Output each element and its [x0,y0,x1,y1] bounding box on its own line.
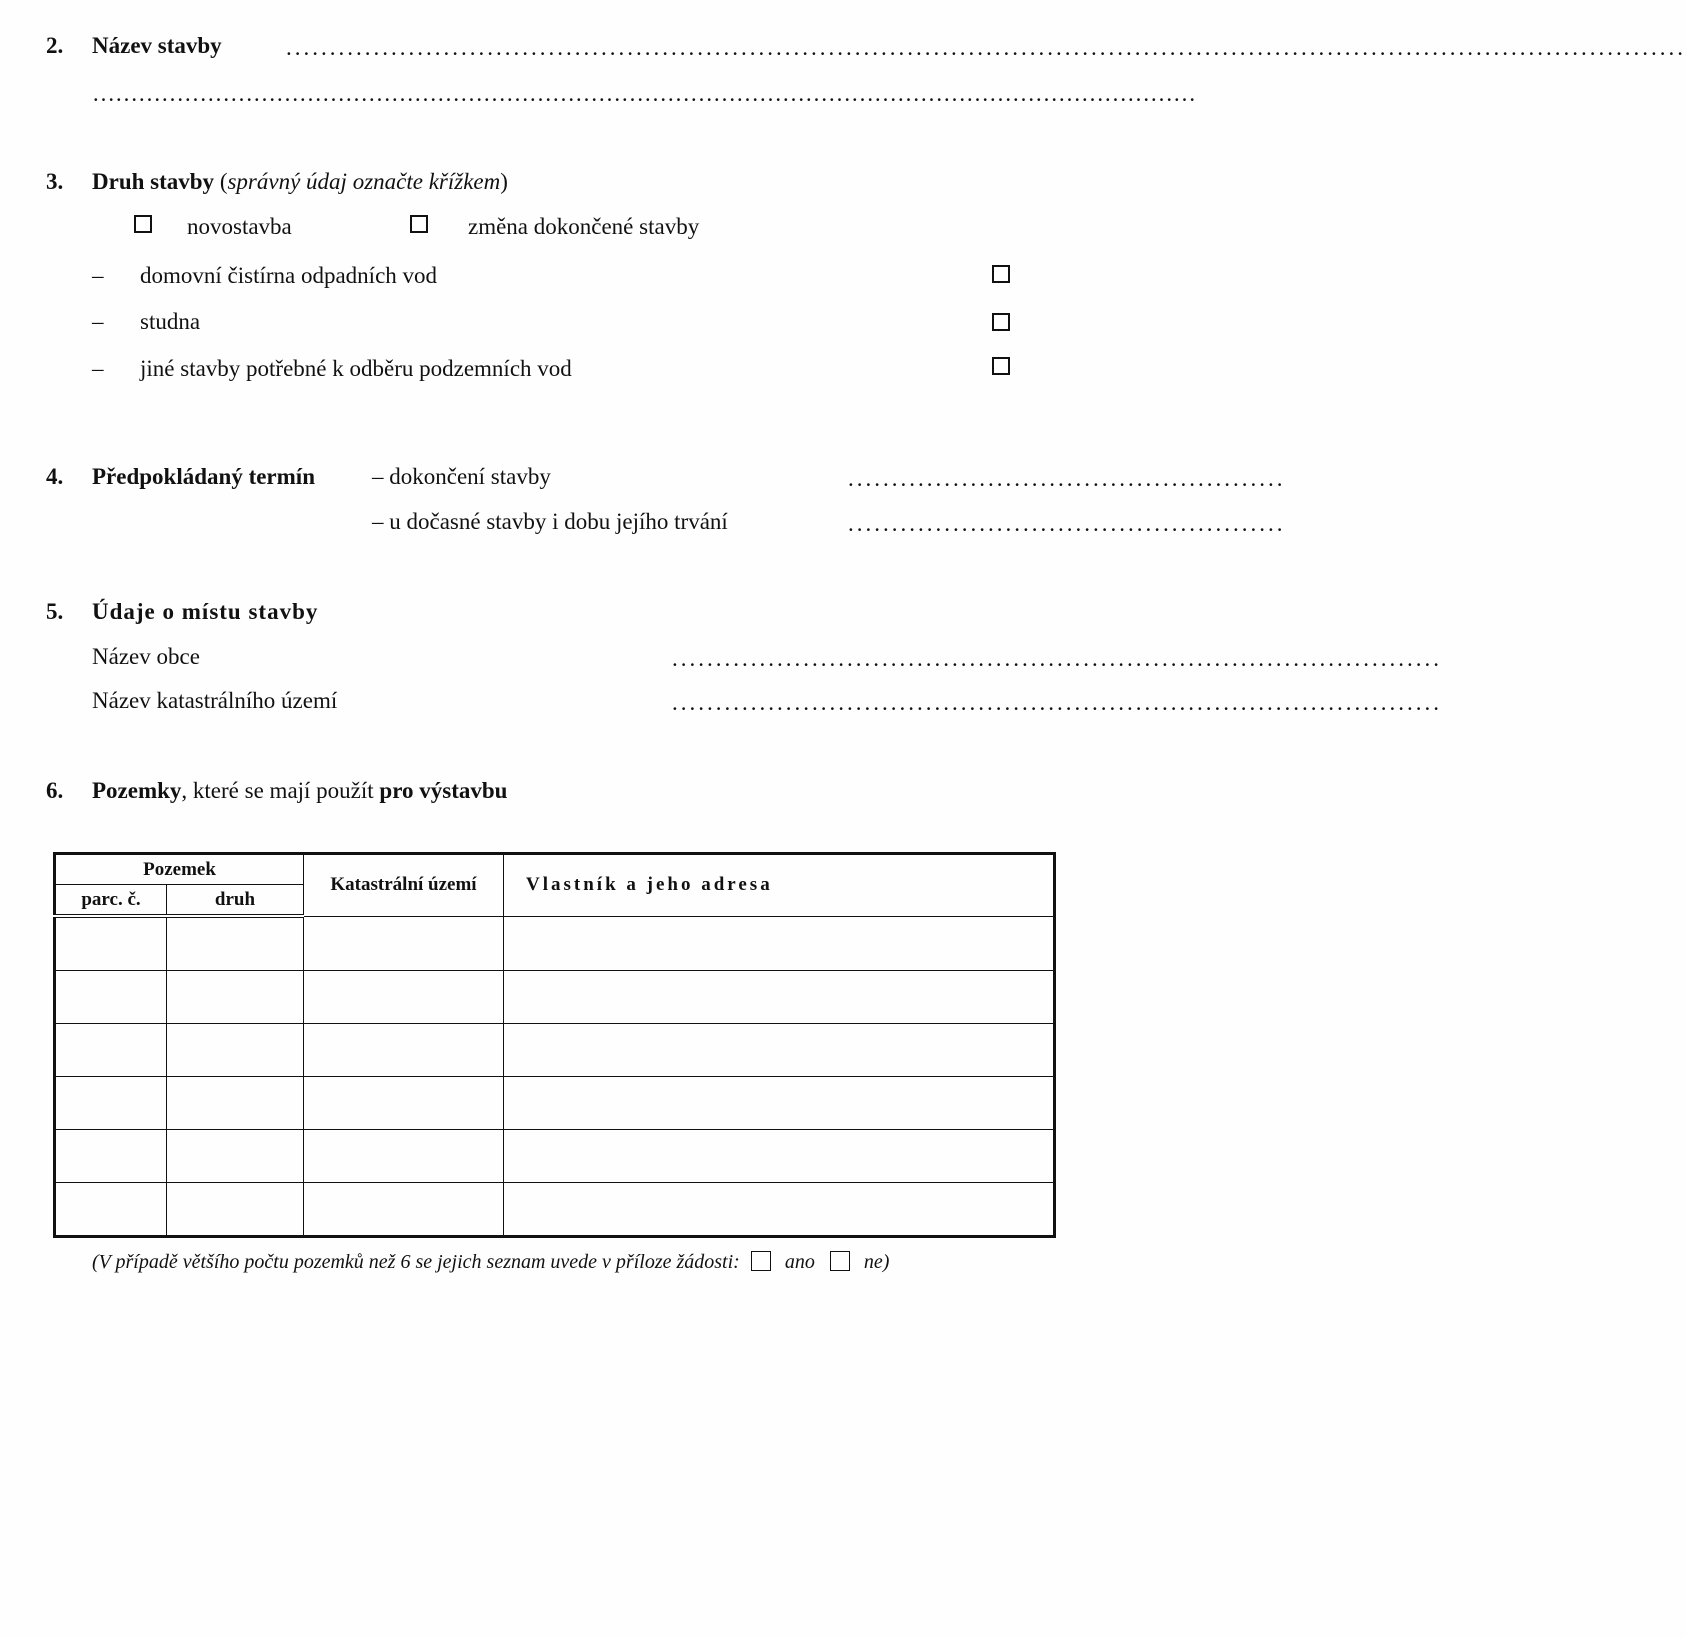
header-vlastnik: Vlastník a jeho adresa [504,854,1055,917]
cell-parc[interactable] [55,1130,167,1183]
cell-kat[interactable] [304,1130,504,1183]
parcels-note [92,1251,889,1272]
municipality-dotted-line[interactable]: ........................................................................................ [672,646,1442,671]
note-ano-label: ano [784,1251,815,1273]
parcels-note-text: (V případě většího počtu pozemků než 6 se jejich seznam uvede v příloze žádosti: [92,1251,740,1273]
cell-druh[interactable] [167,1130,304,1183]
list-dash: – [92,309,104,334]
list-dash: – [92,263,104,288]
cell-parc[interactable] [55,916,167,971]
cell-kat[interactable] [304,1077,504,1130]
header-druh: druh [167,885,304,917]
cell-parc[interactable] [55,1077,167,1130]
table-row [55,1024,1055,1077]
checkbox-studna[interactable] [992,313,1010,331]
header-katastralni-uzemi: Katastrální území [304,854,504,917]
section-5-title: Údaje o místu stavby [92,599,319,624]
section-4-title: Předpokládaný termín [92,464,315,489]
cell-kat[interactable] [304,971,504,1024]
cell-druh[interactable] [167,916,304,971]
cadastral-area-dotted-line[interactable]: ........................................................................................ [672,690,1442,715]
section-3-title: Druh stavby [92,169,215,194]
section-6-title-bold-1: Pozemky [92,778,182,803]
option-jine-stavby-label: jiné stavby potřebné k odběru podzemních vod [140,356,572,381]
table-row [55,1183,1055,1237]
section-4-number: 4. [46,464,64,489]
temporary-duration-label: – u dočasné stavby i dobu jejího trvání [372,509,728,534]
checkbox-note-ne[interactable] [830,1251,850,1271]
section-2-number: 2. [46,33,64,58]
hint-close-paren: ) [500,169,508,194]
cell-owner[interactable] [504,1130,1055,1183]
option-zmena-stavby-label: změna dokončené stavby [468,214,700,239]
cell-parc[interactable] [55,971,167,1024]
table-row [55,916,1055,971]
section-3-hint: správný údaj označte křížkem [227,169,501,194]
temporary-duration-dotted-line[interactable]: .................................................. [848,511,1286,536]
option-studna-label: studna [140,309,201,334]
section-3-heading [92,170,508,193]
checkbox-jine-stavby[interactable] [992,357,1010,375]
cell-kat[interactable] [304,1024,504,1077]
cell-owner[interactable] [504,1183,1055,1237]
cell-owner[interactable] [504,916,1055,971]
list-dash: – [92,356,104,381]
section-5-number: 5. [46,599,64,624]
completion-date-dotted-line[interactable]: .................................................. [848,466,1286,491]
cadastral-area-label: Název katastrálního území [92,688,338,713]
cell-parc[interactable] [55,1024,167,1077]
option-domovni-cistirna-label: domovní čistírna odpadních vod [140,263,438,288]
option-novostavba-label: novostavba [187,214,292,239]
table-row [55,1077,1055,1130]
cell-owner[interactable] [504,971,1055,1024]
cell-kat[interactable] [304,916,504,971]
section-3-number: 3. [46,169,64,194]
checkbox-domovni-cistirna[interactable] [992,265,1010,283]
checkbox-note-ano[interactable] [751,1251,771,1271]
cell-druh[interactable] [167,1024,304,1077]
section-6-heading [92,779,507,802]
hint-open-paren: ( [219,169,228,194]
cell-owner[interactable] [504,1077,1055,1130]
section-6-title-normal: , které se mají použít [181,778,380,803]
cell-owner[interactable] [504,1024,1055,1077]
checkbox-zmena-stavby[interactable] [410,215,428,233]
checkbox-novostavba[interactable] [134,215,152,233]
cell-druh[interactable] [167,1077,304,1130]
completion-date-label: – dokončení stavby [372,464,551,489]
table-row [55,971,1055,1024]
cell-kat[interactable] [304,1183,504,1237]
cell-parc[interactable] [55,1183,167,1237]
building-name-dotted-line-2[interactable]: ……………………………………………………………………………………………………………………………… [92,81,1196,106]
section-2-title: Název stavby [92,33,222,58]
table-row [55,1130,1055,1183]
parcels-table [53,852,1056,1238]
note-ne-label: ne) [863,1251,890,1273]
municipality-label: Název obce [92,644,200,669]
header-parc-c: parc. č. [55,885,167,917]
header-pozemek: Pozemek [55,854,304,885]
cell-druh[interactable] [167,1183,304,1237]
section-6-title-bold-2: pro výstavbu [379,778,508,803]
section-6-number: 6. [46,778,64,803]
building-name-dotted-line-1[interactable]: ................................................................................................................................................................ [286,35,1686,60]
cell-druh[interactable] [167,971,304,1024]
